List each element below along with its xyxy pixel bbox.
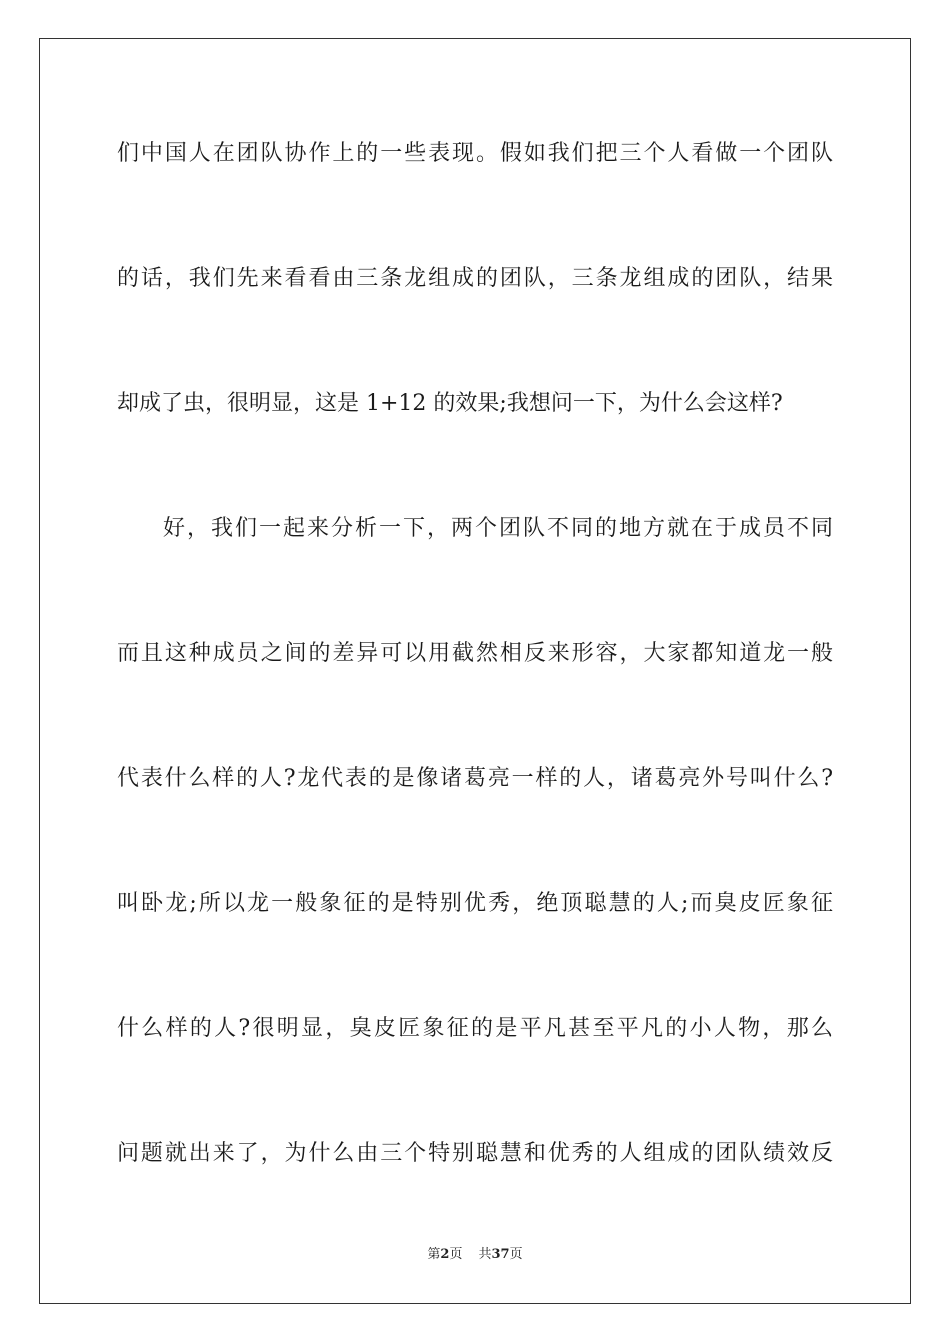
page-border <box>39 38 911 1304</box>
body-text-line-4: 好，我们一起来分析一下，两个团队不同的地方就在于成员不同 <box>163 516 833 541</box>
page-footer <box>0 1246 950 1264</box>
body-text-line-9: 问题就出来了，为什么由三个特别聪慧和优秀的人组成的团队绩效反 <box>117 1141 833 1166</box>
footer-page-number: 2 <box>440 1247 450 1262</box>
body-text-line-6: 代表什么样的人?龙代表的是像诸葛亮一样的人，诸葛亮外号叫什么? <box>117 766 833 791</box>
body-text-line-1: 们中国人在团队协作上的一些表现。假如我们把三个人看做一个团队 <box>117 141 833 166</box>
body-text-line-5: 而且这种成员之间的差异可以用截然相反来形容，大家都知道龙一般 <box>117 641 833 666</box>
footer-total-suffix: 页 <box>509 1247 523 1262</box>
footer-page-suffix: 页 <box>449 1247 463 1262</box>
body-text-line-8: 什么样的人?很明显，臭皮匠象征的是平凡甚至平凡的小人物，那么 <box>117 1016 833 1041</box>
body-text-line-7: 叫卧龙;所以龙一般象征的是特别优秀，绝顶聪慧的人;而臭皮匠象征 <box>117 891 833 916</box>
footer-total-prefix: 共 <box>478 1247 492 1262</box>
body-text-line-3: 却成了虫，很明显，这是 1+12 的效果;我想问一下，为什么会这样? <box>117 391 783 416</box>
footer-page-prefix: 第 <box>427 1247 441 1262</box>
footer-total-pages: 37 <box>491 1247 510 1262</box>
body-text-line-2: 的话，我们先来看看由三条龙组成的团队，三条龙组成的团队，结果 <box>117 266 833 291</box>
